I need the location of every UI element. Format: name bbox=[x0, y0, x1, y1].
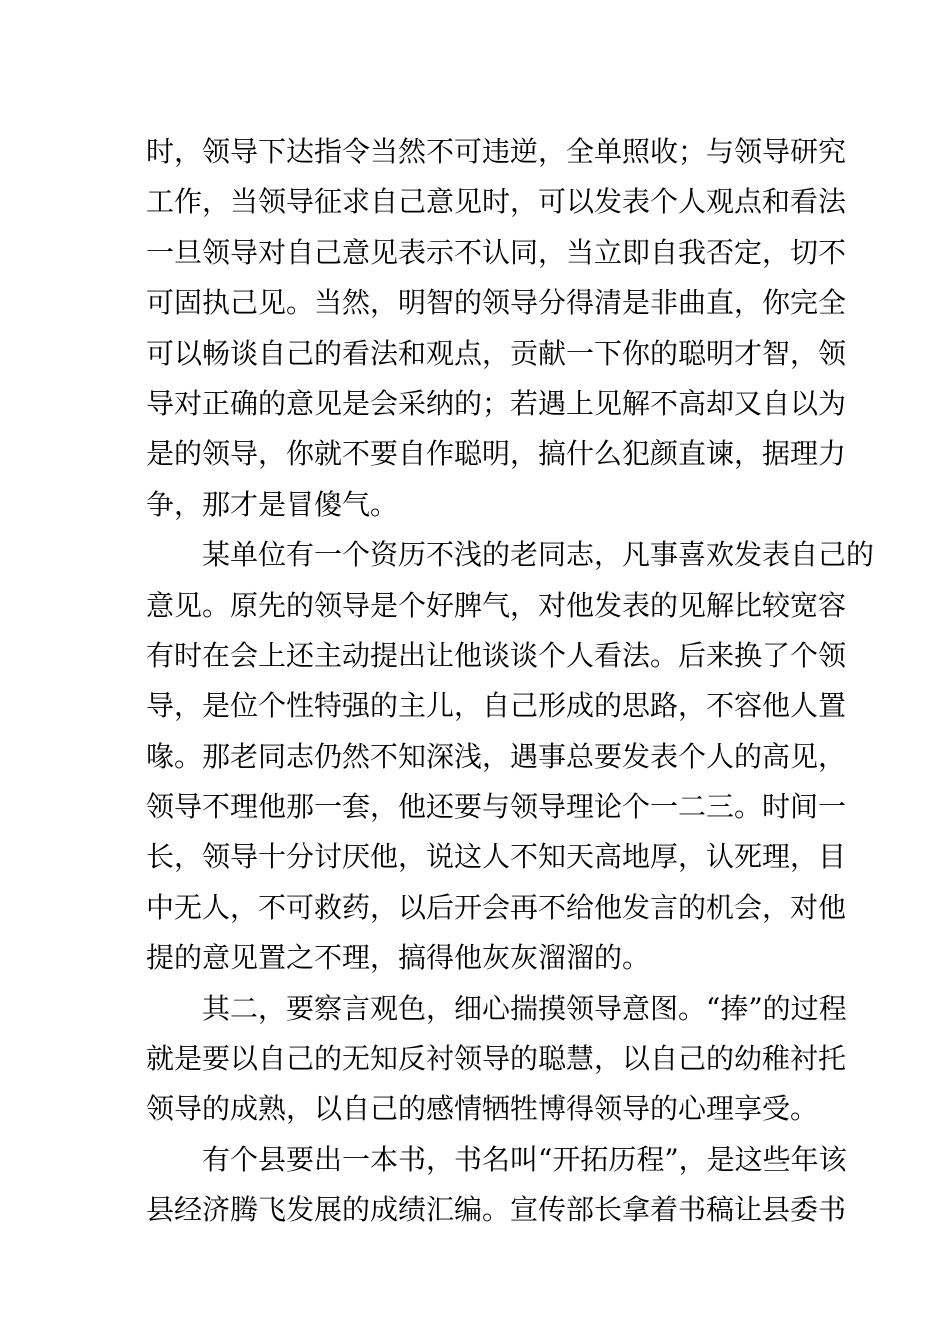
text-line: 领导不理他那一套，他还要与领导理论个一二三。时间一 bbox=[146, 790, 847, 824]
text-line: 意见。原先的领导是个好脾气，对他发表的见解比较宽容 bbox=[146, 588, 847, 622]
text-line: 可固执己见。当然，明智的领导分得清是非曲直，你完全 bbox=[146, 286, 847, 320]
text-line: 中无人，不可救药，以后开会再不给他发言的机会，对他 bbox=[146, 890, 847, 924]
text-line: 提的意见置之不理，搞得他灰灰溜溜的。 bbox=[146, 941, 651, 975]
body-text bbox=[146, 127, 875, 1236]
text-line: 导对正确的意见是会采纳的；若遇上见解不高却又自以为 bbox=[146, 386, 847, 420]
text-line: 有个县要出一本书，书名叫“开拓历程”，是这些年该 bbox=[202, 1142, 847, 1176]
paragraph-4 bbox=[146, 1135, 847, 1236]
text-line: 时，领导下达指令当然不可违逆，全单照收；与领导研究 bbox=[146, 135, 847, 168]
paragraph-2 bbox=[146, 530, 875, 984]
text-line: 喙。那老同志仍然不知深浅，遇事总要发表个人的高见， bbox=[146, 739, 847, 773]
text-line: 争，那才是冒傻气。 bbox=[146, 487, 399, 521]
text-line: 县经济腾飞发展的成绩汇编。宣传部长拿着书稿让县委书 bbox=[146, 1193, 847, 1227]
text-line: 某单位有一个资历不浅的老同志，凡事喜欢发表自己的 bbox=[202, 538, 875, 572]
text-line: 导，是位个性特强的主儿，自己形成的思路，不容他人置 bbox=[146, 689, 847, 723]
text-line: 工作，当领导征求自己意见时，可以发表个人观点和看法 bbox=[146, 185, 847, 219]
text-line: 其二，要察言观色，细心揣摸领导意图。“捧”的过程 bbox=[202, 991, 847, 1025]
text-line: 一旦领导对自己意见表示不认同，当立即自我否定，切不 bbox=[146, 235, 847, 269]
text-line: 长，领导十分讨厌他，说这人不知天高地厚，认死理，目 bbox=[146, 840, 847, 874]
text-line: 有时在会上还主动提出让他谈谈个人看法。后来换了个领 bbox=[146, 638, 847, 672]
paragraph-3 bbox=[146, 984, 847, 1135]
text-line: 就是要以自己的无知反衬领导的聪慧，以自己的幼稚衬托 bbox=[146, 1042, 847, 1076]
text-line: 可以畅谈自己的看法和观点，贡献一下你的聪明才智，领 bbox=[146, 336, 847, 370]
text-line: 是的领导，你就不要自作聪明，搞什么犯颜直谏，据理力 bbox=[146, 437, 847, 471]
paragraph-1 bbox=[146, 127, 847, 530]
text-line: 领导的成熟，以自己的感情牺牲博得领导的心理享受。 bbox=[146, 1092, 819, 1126]
